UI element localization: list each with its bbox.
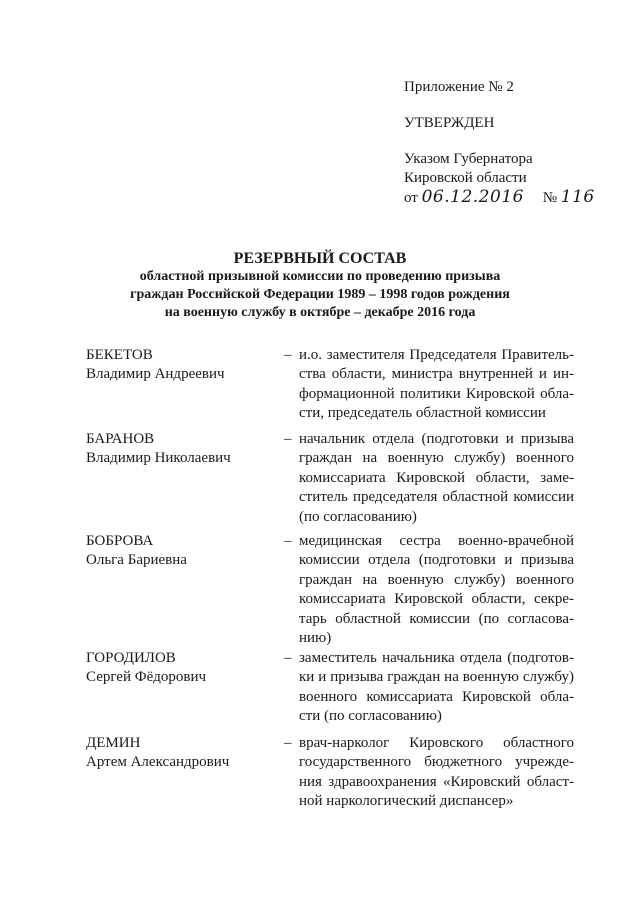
- member-given-names: Ольга Бариевна: [86, 552, 187, 569]
- role-line: граждан на военную службу) военного: [299, 571, 574, 588]
- member-given-names: Владимир Николаевич: [86, 450, 231, 467]
- dash: –: [284, 735, 292, 751]
- role-line: заместитель начальника отдела (подготов-: [299, 650, 574, 666]
- role-line: и.о. заместителя Председателя Правитель-: [299, 347, 574, 363]
- document-title: [0, 249, 640, 322]
- member-surname: ДЕМИН: [86, 735, 141, 751]
- handwritten-date: 06.12.2016: [421, 187, 524, 207]
- role-line: сти, председатель областной комиссии: [299, 405, 546, 422]
- role-line: врач-нарколог Кировского областного: [299, 735, 574, 751]
- dash: –: [284, 650, 292, 666]
- handwritten-number: 116: [560, 187, 595, 207]
- member-name: [86, 734, 276, 773]
- approval-header: [404, 78, 595, 208]
- role-line: начальник отдела (подготовки и призыва: [299, 431, 574, 447]
- title-main: РЕЗЕРВНЫЙ СОСТАВ: [233, 250, 407, 267]
- role-line: ния здравоохранения «Кировский област-: [299, 773, 574, 790]
- member-surname: БАРАНОВ: [86, 431, 155, 447]
- role-line: военного комиссариата Кировской обла-: [299, 688, 574, 705]
- member-name: [86, 649, 276, 688]
- role-line: ства области, министра внутренней и ин-: [299, 366, 574, 383]
- role-line: комиссариата Кировской области, секре-: [299, 591, 574, 608]
- role-line: формационной политики Кировской обла-: [299, 385, 574, 402]
- member-given-names: Владимир Андреевич: [86, 366, 225, 383]
- title-line-3: на военную службу в октябре – декабре 2016 года: [164, 305, 476, 320]
- member-surname: БЕКЕТОВ: [86, 347, 153, 363]
- member-role: [299, 532, 574, 648]
- role-line: граждан на военную службу) военного: [299, 450, 574, 467]
- member-name: [86, 346, 276, 385]
- role-line: ститель председателя областной комиссии: [299, 489, 574, 506]
- decree-line-1: Указом Губернатора: [404, 151, 533, 167]
- member-surname: БОБРОВА: [86, 533, 154, 549]
- appendix-number: Приложение № 2: [404, 79, 514, 95]
- role-line: ной наркологический диспансер»: [299, 793, 514, 810]
- member-given-names: Артем Александрович: [86, 754, 230, 771]
- role-line: сти (по согласованию): [299, 708, 442, 725]
- role-line: комиссии отдела (подготовки и призыва: [299, 552, 574, 569]
- dash: –: [284, 431, 292, 447]
- approved-label: УТВЕРЖДЕН: [404, 115, 495, 131]
- role-line: комиссариата Кировской области, заме-: [299, 469, 574, 486]
- role-line: тарь областной комиссии (по согласова-: [299, 610, 574, 627]
- dash: –: [284, 347, 292, 363]
- role-line: (по согласованию): [299, 508, 417, 525]
- role-line: нию): [299, 630, 332, 647]
- number-prefix: №: [542, 190, 558, 206]
- role-line: государственного бюджетного учрежде-: [299, 754, 574, 771]
- date-prefix: от: [404, 190, 418, 206]
- member-role: [299, 734, 574, 812]
- decree-date-line: [404, 188, 595, 208]
- member-role: [299, 346, 574, 424]
- member-name: [86, 532, 276, 571]
- decree-line-2: Кировской области: [404, 170, 527, 186]
- title-line-2: граждан Российской Федерации 1989 – 1998 годов рождения: [130, 287, 510, 302]
- member-name: [86, 430, 276, 469]
- member-role: [299, 430, 574, 527]
- member-surname: ГОРОДИЛОВ: [86, 650, 176, 666]
- member-given-names: Сергей Фёдорович: [86, 669, 207, 686]
- title-line-1: областной призывной комиссии по проведению призыва: [139, 269, 501, 284]
- role-line: медицинская сестра военно-врачебной: [299, 533, 574, 549]
- role-line: ки и призыва граждан на военную службу): [299, 669, 574, 686]
- member-role: [299, 649, 574, 727]
- dash: –: [284, 533, 292, 549]
